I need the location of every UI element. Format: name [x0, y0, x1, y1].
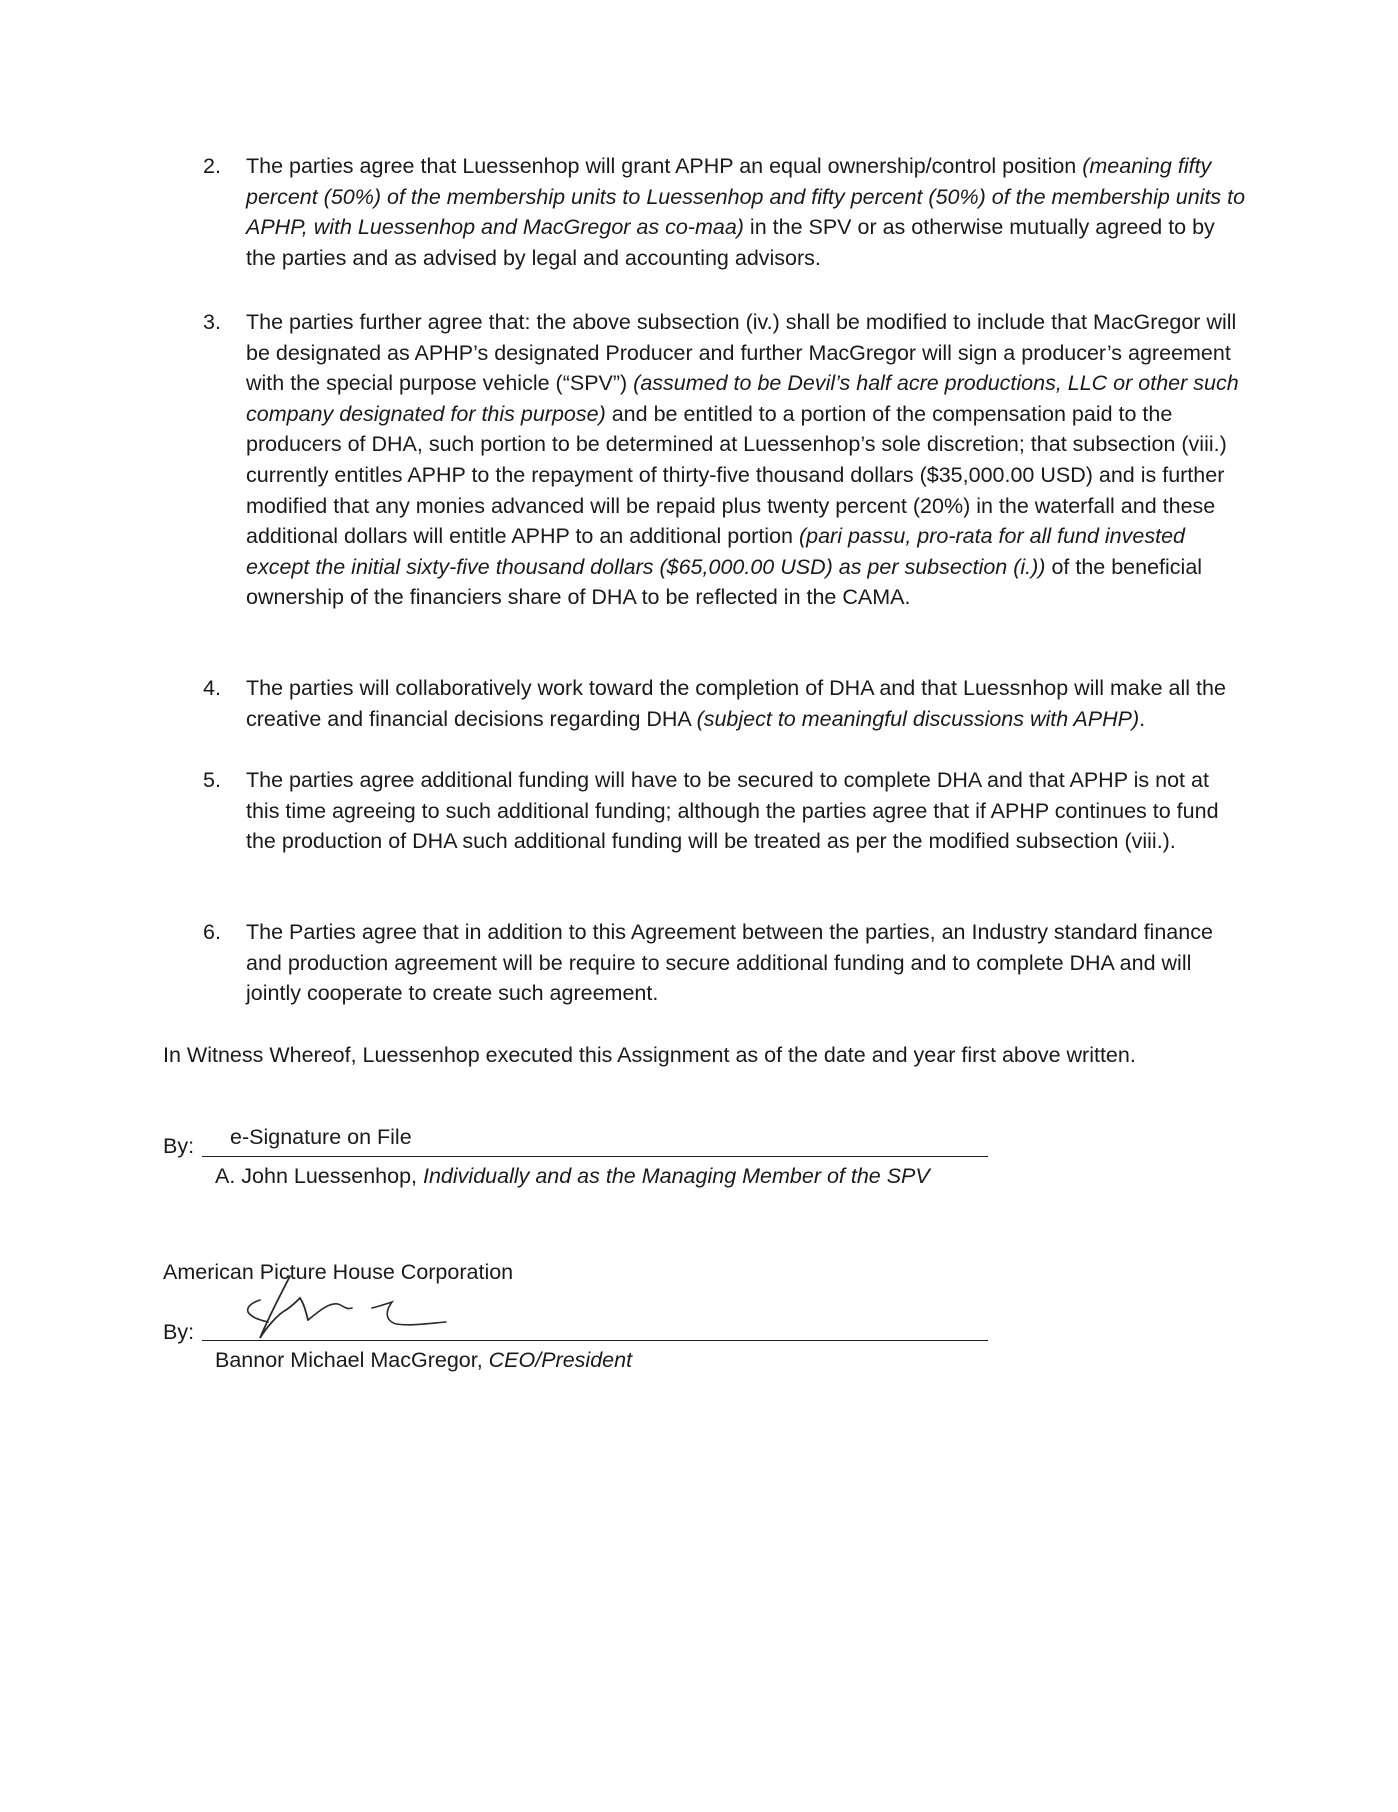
signatory-name: Bannor Michael MacGregor, CEO/President — [215, 1348, 633, 1372]
e-signature-text: e-Signature on File — [230, 1125, 412, 1149]
by-label: By: — [163, 1320, 195, 1344]
clause-text: The parties agree additional funding will have to be secured to complete DHA and that APHP is not at this time agreeing to such additional funding; although the parties agree that if APHP continues to fund the production of DHA such additional funding will be treated as per the modified subsection (viii.). — [246, 768, 1219, 854]
clause-text: The parties further agree that: the above subsection (iv.) shall be modified to include that MacGregor will be designated as APHP’s designated Producer and further MacGregor will sign a producer’s agreement with the special purpose vehicle (“SPV”) (assumed to be Devil’s half acre productions, LLC or other such company designated for this purpose) and be entitled to a portion of the compensation paid to the producers of DHA, such portion to be determined at Luessenhop’s sole discretion; that subsection (viii.) currently entitles APHP to the repayment of thirty-five thousand dollars ($35,000.00 USD) and is further modified that any monies advanced will be repaid plus twenty percent (20%) in the waterfall and these additional dollars will entitle APHP to an additional portion (pari passu, pro-rata for all fund invested except the initial sixty-five thousand dollars ($65,000.00 USD) as per subsection (i.)) of the beneficial ownership of the financiers share of DHA to be reflected in the CAMA. — [246, 310, 1239, 610]
clause-number: 5. — [203, 768, 221, 792]
by-label: By: — [163, 1134, 195, 1158]
signatory-name: A. John Luessenhop, Individually and as the Managing Member of the SPV — [215, 1164, 930, 1188]
signature-line — [202, 1156, 988, 1157]
company-name: American Picture House Corporation — [163, 1260, 514, 1284]
clause-text: The parties agree that Luessenhop will grant APHP an equal ownership/control position (meaning fifty percent (50%) of the membership units to Luessenhop and fifty percent (50%) of the membership units to APHP, with Luessenhop and MacGregor as co-maa) in the SPV or as otherwise mutually agreed to by the parties and as advised by legal and accounting advisors. — [246, 154, 1246, 270]
clause-number: 6. — [203, 920, 221, 944]
clause-number: 2. — [203, 154, 221, 178]
clause-text: The Parties agree that in addition to this Agreement between the parties, an Industry standard finance and production agreement will be require to secure additional funding and to complete DHA and will jointly cooperate to create such agreement. — [246, 920, 1213, 1006]
witness-statement: In Witness Whereof, Luessenhop executed this Assignment as of the date and year first above written. — [163, 1043, 1136, 1067]
clause-number: 4. — [203, 676, 221, 700]
clause-number: 3. — [203, 310, 221, 334]
handwritten-signature — [220, 1262, 480, 1342]
clause-text: The parties will collaboratively work toward the completion of DHA and that Luessnhop will make all the creative and financial decisions regarding DHA (subject to meaningful discussions with APHP). — [246, 676, 1226, 731]
signature-line — [202, 1340, 988, 1341]
